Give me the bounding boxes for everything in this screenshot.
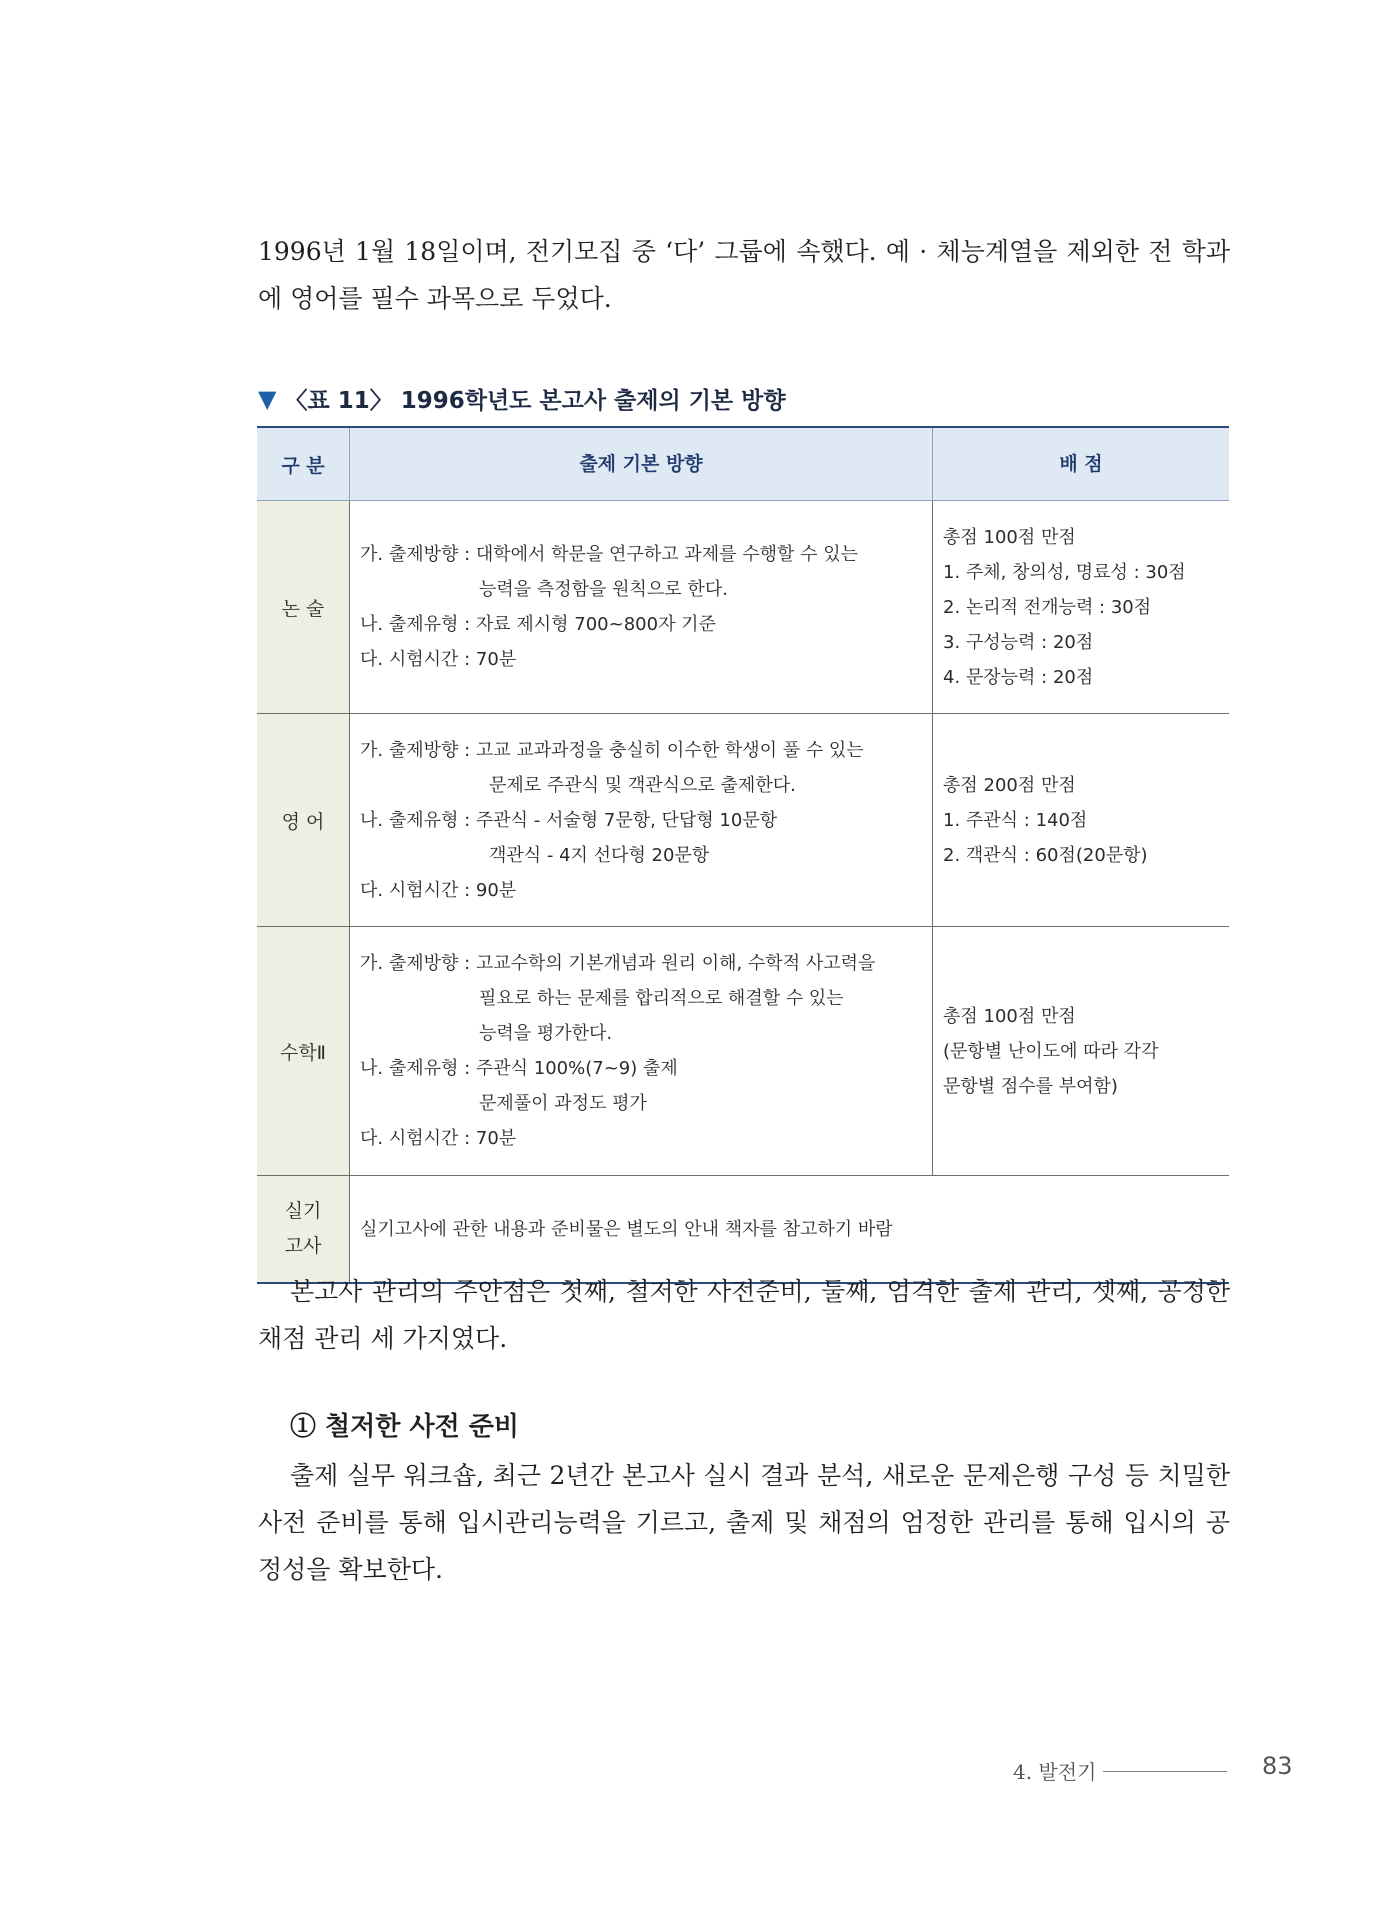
- direction-line: 객관식 - 4지 선다형 20문항: [489, 844, 710, 866]
- table-row-math: [257, 927, 1229, 1176]
- paragraph-intro: 1996년 1월 18일이며, 전기모집 중 ‘다’ 그룹에 속했다. 예 · 체능계열을 제외한 전 학과에 영어를 필수 과목으로 두었다.: [258, 237, 1230, 313]
- score-line: 1. 주체, 창의성, 명료성 : 30점: [943, 561, 1186, 583]
- direction-line: 다. 시험시간 : 90분: [360, 879, 517, 901]
- direction-line: 가. 출제방향 : 고교수학의 기본개념과 원리 이해, 수학적 사고력을: [360, 953, 876, 974]
- score-line: 총점 200점 만점: [943, 774, 1076, 796]
- table-row-english: [257, 714, 1229, 927]
- table-caption-text: 〈표 11〉 1996학년도 본고사 출제의 기본 방향: [284, 388, 786, 414]
- direction-line: 문제로 주관식 및 객관식으로 출제한다.: [489, 774, 796, 796]
- direction-line: 능력을 평가한다.: [479, 1023, 613, 1044]
- score-cell: [933, 714, 1230, 927]
- exam-direction-table: [257, 426, 1229, 1284]
- table-caption: [258, 382, 786, 415]
- subject-line: 고사: [284, 1235, 322, 1257]
- direction-line: 문제풀이 과정도 평가: [479, 1093, 647, 1114]
- direction-line: 나. 출제유형 : 자료 제시형 700~800자 기준: [360, 614, 716, 635]
- score-line: (문항별 난이도에 따라 각각: [943, 1040, 1159, 1062]
- direction-line: 다. 시험시간 : 70분: [360, 649, 517, 670]
- footer-rule: [1103, 1771, 1227, 1772]
- subject-cell: 논 술: [257, 501, 350, 714]
- score-line: 총점 100점 만점: [943, 526, 1076, 548]
- direction-cell: [350, 714, 933, 927]
- subject-cell: [257, 1176, 350, 1284]
- direction-line: 가. 출제방향 : 고교 교과과정을 충실히 이수한 학생이 풀 수 있는: [360, 739, 864, 761]
- direction-cell: [350, 501, 933, 714]
- score-line: 4. 문장능력 : 20점: [943, 666, 1094, 688]
- direction-line: 필요로 하는 문제를 합리적으로 해결할 수 있는: [479, 988, 844, 1009]
- score-line: 1. 주관식 : 140점: [943, 809, 1088, 831]
- subject-line: 실기: [284, 1200, 322, 1222]
- score-cell: [933, 927, 1230, 1176]
- table-row-essay: [257, 501, 1229, 714]
- practical-note: 실기고사에 관한 내용과 준비물은 별도의 안내 책자를 참고하기 바람: [360, 1218, 893, 1240]
- table-row-practical: [257, 1176, 1229, 1284]
- direction-line: 나. 출제유형 : 주관식 - 서술형 7문항, 단답형 10문항: [360, 809, 778, 831]
- score-line: 2. 객관식 : 60점(20문항): [943, 844, 1148, 866]
- direction-line: 나. 출제유형 : 주관식 100%(7~9) 출제: [360, 1058, 678, 1079]
- header-direction: 출제 기본 방향: [350, 427, 933, 501]
- triangle-marker-icon: ▼: [258, 384, 277, 413]
- note-cell: [350, 1176, 1230, 1284]
- direction-cell: [350, 927, 933, 1176]
- header-score: 배 점: [933, 427, 1230, 501]
- subject-cell: 영 어: [257, 714, 350, 927]
- direction-line: 가. 출제방향 : 대학에서 학문을 연구하고 과제를 수행할 수 있는: [360, 544, 858, 565]
- paragraph-management: 본고사 관리의 주안점은 첫째, 철저한 사전준비, 둘째, 엄격한 출제 관리, 셋째, 공정한 채점 관리 세 가지였다.: [258, 1277, 1230, 1353]
- score-cell: [933, 501, 1230, 714]
- subject-cell: 수학Ⅱ: [257, 927, 350, 1176]
- footer-section-title: 4. 발전기: [1013, 1760, 1097, 1784]
- paragraph-preparation: 출제 실무 워크숍, 최근 2년간 본고사 실시 결과 분석, 새로운 문제은행 구성 등 치밀한 사전 준비를 통해 입시관리능력을 기르고, 출제 및 채점의 엄정한 관리를 통해 입시의 공정성을 확보한다.: [258, 1461, 1230, 1584]
- score-line: 총점 100점 만점: [943, 1005, 1076, 1027]
- table-header-row: [257, 427, 1229, 501]
- score-line: 3. 구성능력 : 20점: [943, 631, 1094, 653]
- score-line: 문항별 점수를 부여함): [943, 1075, 1118, 1097]
- score-line: 2. 논리적 전개능력 : 30점: [943, 596, 1152, 618]
- header-category: 구 분: [257, 427, 350, 501]
- direction-line: 능력을 측정함을 원칙으로 한다.: [479, 579, 728, 600]
- section-heading: ① 철저한 사전 준비: [290, 1412, 519, 1442]
- page-number: 83: [1262, 1752, 1293, 1780]
- direction-line: 다. 시험시간 : 70분: [360, 1128, 517, 1149]
